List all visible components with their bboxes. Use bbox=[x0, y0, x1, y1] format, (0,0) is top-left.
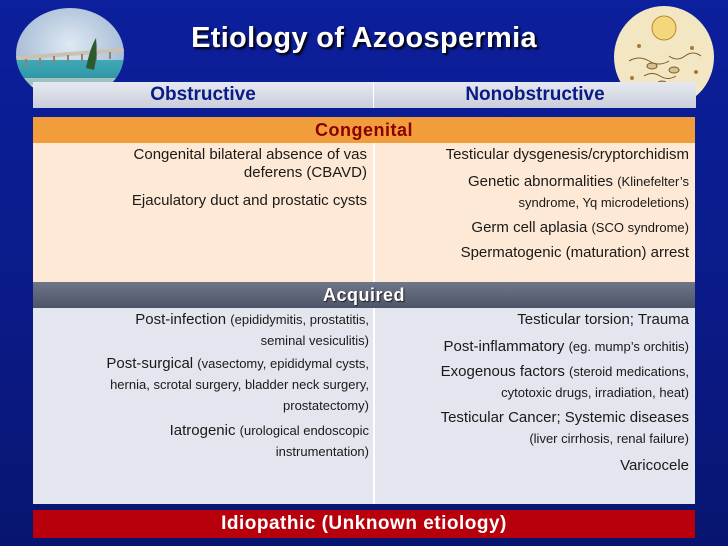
list-item bbox=[53, 193, 367, 208]
list-item bbox=[41, 377, 369, 392]
section-acquired-header: Acquired bbox=[33, 282, 695, 308]
item-detail: (eg. mump’s orchitis) bbox=[568, 339, 689, 354]
etiology-table bbox=[33, 117, 695, 504]
item-detail: (steroid medications, bbox=[569, 364, 689, 379]
list-item bbox=[53, 165, 367, 180]
list-item bbox=[381, 174, 689, 189]
item-detail: cytotoxic drugs, irradiation, heat) bbox=[501, 385, 689, 400]
congenital-nonobstructive-cell bbox=[373, 143, 695, 282]
congenital-obstructive-cell bbox=[33, 143, 373, 282]
list-item bbox=[41, 398, 369, 413]
item-main: Iatrogenic bbox=[169, 422, 236, 439]
list-item bbox=[381, 147, 689, 162]
idiopathic-banner: Idiopathic (Unknown etiology) bbox=[33, 510, 695, 538]
list-item bbox=[381, 410, 689, 425]
item-detail: syndrome, Yq microdeletions) bbox=[518, 195, 689, 210]
list-item bbox=[381, 245, 689, 260]
item-detail: (urological endoscopic bbox=[239, 423, 369, 438]
list-item bbox=[381, 458, 689, 473]
column-header-obstructive: Obstructive bbox=[33, 82, 373, 108]
item-main: Exogenous factors bbox=[440, 363, 565, 380]
item-detail: (Klinefelter’s bbox=[617, 174, 689, 189]
list-item bbox=[41, 312, 369, 327]
item-main: Testicular torsion; Trauma bbox=[517, 311, 689, 328]
item-detail: (vasectomy, epididymal cysts, bbox=[197, 356, 369, 371]
item-main: Post-inflammatory bbox=[443, 338, 565, 355]
list-item bbox=[381, 339, 689, 354]
item-detail: hernia, scrotal surgery, bladder neck surgery, bbox=[110, 377, 369, 392]
list-item bbox=[381, 431, 689, 446]
item-main: Testicular Cancer; Systemic diseases bbox=[440, 409, 689, 426]
item-detail: (liver cirrhosis, renal failure) bbox=[529, 431, 689, 446]
list-item bbox=[41, 356, 369, 371]
list-item bbox=[381, 312, 689, 327]
item-detail: instrumentation) bbox=[275, 444, 369, 459]
item-detail: prostatectomy) bbox=[283, 398, 369, 413]
item-main: Spermatogenic (maturation) arrest bbox=[460, 244, 689, 261]
slide-title: Etiology of Azoospermia bbox=[191, 22, 537, 54]
item-detail: (SCO syndrome) bbox=[591, 220, 689, 235]
list-item bbox=[381, 195, 689, 210]
acquired-row bbox=[33, 308, 695, 504]
item-detail: (epididymitis, prostatitis, bbox=[230, 312, 369, 327]
item-main: Testicular dysgenesis/cryptorchidism bbox=[445, 146, 689, 163]
congenital-row bbox=[33, 143, 695, 282]
item-main: Ejaculatory duct and prostatic cysts bbox=[131, 192, 367, 209]
section-congenital-header: Congenital bbox=[33, 117, 695, 143]
list-item bbox=[381, 385, 689, 400]
list-item bbox=[381, 220, 689, 235]
list-item bbox=[41, 333, 369, 348]
acquired-nonobstructive-cell bbox=[373, 308, 695, 504]
column-header-nonobstructive: Nonobstructive bbox=[373, 82, 696, 108]
item-detail: seminal vesiculitis) bbox=[260, 333, 369, 348]
acquired-obstructive-cell bbox=[33, 308, 373, 504]
list-item bbox=[53, 147, 367, 162]
list-item bbox=[41, 444, 369, 459]
item-main: Varicocele bbox=[620, 457, 689, 474]
list-item bbox=[41, 423, 369, 438]
item-main: Germ cell aplasia bbox=[471, 219, 588, 236]
item-main: Genetic abnormalities bbox=[467, 173, 614, 190]
item-main: Post-surgical bbox=[106, 355, 194, 372]
item-main: Post-infection bbox=[135, 311, 227, 328]
list-item bbox=[381, 364, 689, 379]
item-main: deferens (CBAVD) bbox=[243, 164, 367, 181]
column-header-row bbox=[33, 82, 695, 108]
item-main: Congenital bilateral absence of vas bbox=[133, 146, 367, 163]
